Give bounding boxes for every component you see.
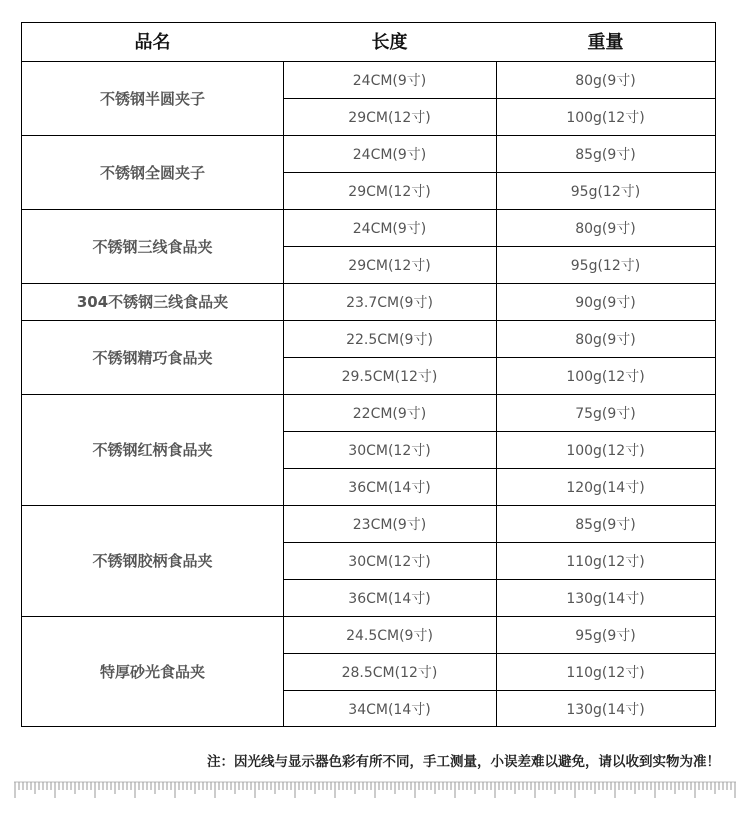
length-cell: 24CM(9寸) xyxy=(352,146,427,163)
length-cell: 36CM(14寸) xyxy=(348,590,431,607)
column-divider xyxy=(496,61,497,727)
measurement-note: 注：因光线与显示器色彩有所不同，手工测量，小误差难以避免，请以收到实物为准！ xyxy=(207,754,720,770)
weight-cell: 85g(9寸) xyxy=(575,516,636,533)
length-cell: 29CM(12寸) xyxy=(348,109,431,126)
row-divider xyxy=(283,468,715,469)
weight-cell: 85g(9寸) xyxy=(575,146,636,163)
length-cell: 29.5CM(12寸) xyxy=(341,368,438,385)
product-name: 不锈钢半圆夹子 xyxy=(99,89,205,108)
length-cell: 29CM(12寸) xyxy=(348,183,431,200)
length-cell: 36CM(14寸) xyxy=(348,479,431,496)
weight-cell: 90g(9寸) xyxy=(575,294,636,311)
product-name: 304不锈钢三线食品夹 xyxy=(76,293,229,311)
weight-cell: 110g(12寸) xyxy=(566,553,645,570)
weight-cell: 120g(14寸) xyxy=(566,479,645,496)
header-length: 长度 xyxy=(371,32,408,53)
length-cell: 30CM(12寸) xyxy=(348,553,431,570)
ruler-scale xyxy=(14,780,736,804)
row-divider xyxy=(283,542,715,543)
weight-cell: 80g(9寸) xyxy=(575,72,636,89)
column-divider xyxy=(283,61,284,727)
row-divider xyxy=(283,653,715,654)
weight-cell: 80g(9寸) xyxy=(575,220,636,237)
weight-cell: 110g(12寸) xyxy=(566,664,645,681)
weight-cell: 75g(9寸) xyxy=(575,405,636,422)
product-name: 不锈钢三线食品夹 xyxy=(92,237,213,256)
length-cell: 28.5CM(12寸) xyxy=(341,664,438,681)
weight-cell: 100g(12寸) xyxy=(566,109,645,126)
length-cell: 24.5CM(9寸) xyxy=(346,627,433,644)
weight-cell: 130g(14寸) xyxy=(566,590,645,607)
product-name: 不锈钢胶柄食品夹 xyxy=(92,552,213,570)
row-divider xyxy=(283,98,715,99)
product-name: 不锈钢全圆夹子 xyxy=(99,163,205,182)
length-cell: 24CM(9寸) xyxy=(352,220,427,237)
product-name: 不锈钢红柄食品夹 xyxy=(92,441,213,459)
length-cell: 34CM(14寸) xyxy=(348,701,431,718)
length-cell: 30CM(12寸) xyxy=(348,442,431,459)
length-cell: 23CM(9寸) xyxy=(352,516,427,533)
table-header xyxy=(22,23,715,62)
row-divider xyxy=(283,431,715,432)
weight-cell: 95g(12寸) xyxy=(570,257,641,274)
row-divider xyxy=(283,690,715,691)
length-cell: 23.7CM(9寸) xyxy=(346,294,433,311)
length-cell: 22CM(9寸) xyxy=(352,405,427,422)
row-divider xyxy=(283,246,715,247)
row-divider xyxy=(283,357,715,358)
row-divider xyxy=(283,172,715,173)
length-cell: 22.5CM(9寸) xyxy=(346,331,433,348)
length-cell: 29CM(12寸) xyxy=(348,257,431,274)
length-cell: 24CM(9寸) xyxy=(352,72,427,89)
spec-table xyxy=(21,22,716,727)
product-name: 不锈钢精巧食品夹 xyxy=(92,348,213,367)
header-name: 品名 xyxy=(134,32,171,53)
header-weight: 重量 xyxy=(587,32,624,53)
weight-cell: 95g(12寸) xyxy=(570,183,641,200)
weight-cell: 130g(14寸) xyxy=(566,701,645,718)
weight-cell: 80g(9寸) xyxy=(575,331,636,348)
weight-cell: 95g(9寸) xyxy=(575,627,636,644)
product-name: 特厚砂光食品夹 xyxy=(99,663,205,681)
row-divider xyxy=(283,579,715,580)
weight-cell: 100g(12寸) xyxy=(566,442,645,459)
weight-cell: 100g(12寸) xyxy=(566,368,645,385)
